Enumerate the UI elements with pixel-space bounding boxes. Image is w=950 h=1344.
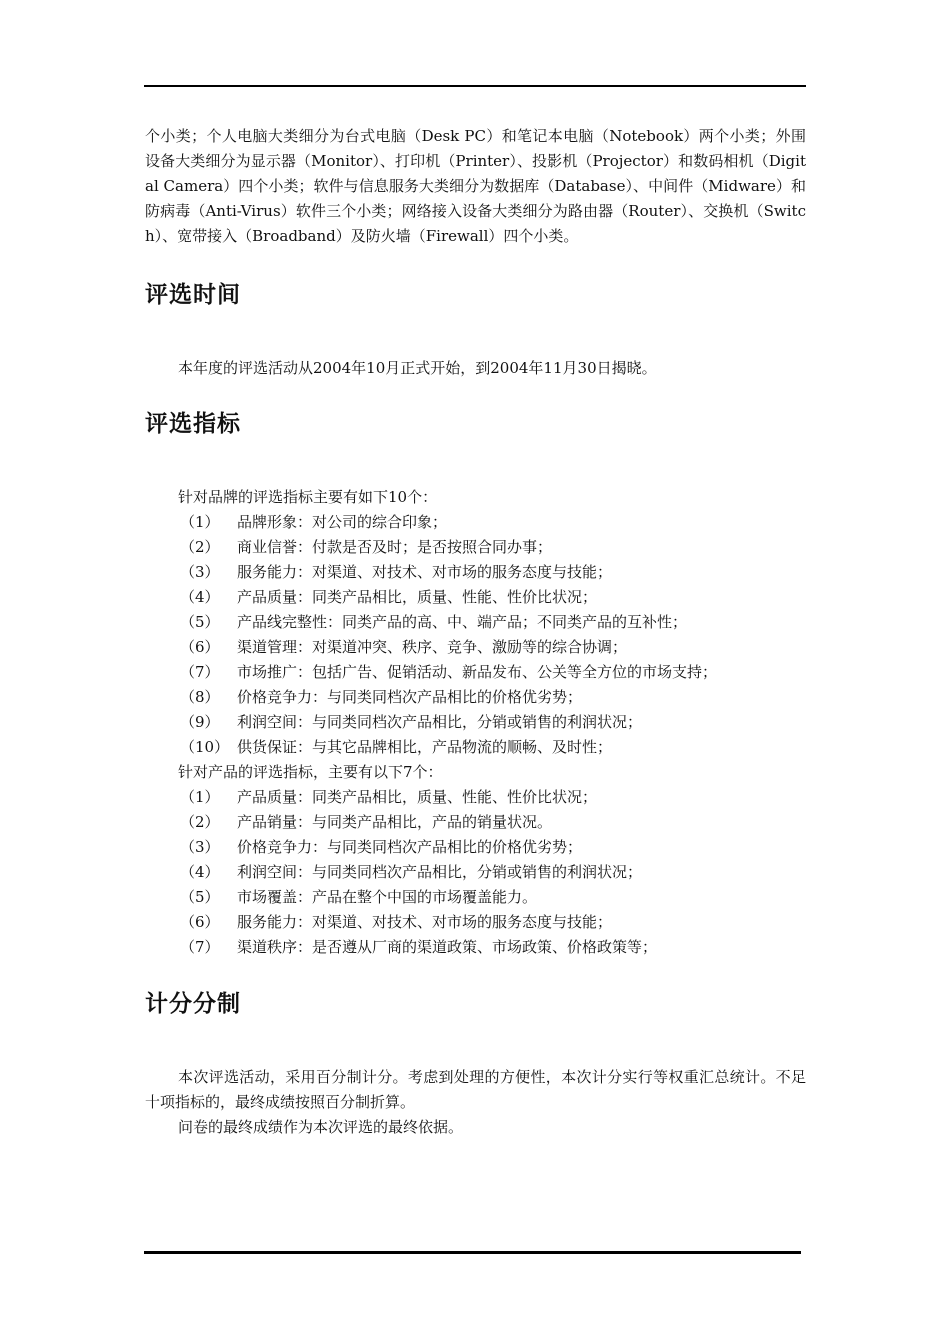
list-item-number: （3） bbox=[180, 563, 220, 581]
scoring-paragraph: 本次评选活动，采用百分制计分。考虑到处理的方便性，本次计分实行等权重汇总统计。不足十项指标的，最终成绩按照百分制折算。 bbox=[145, 1068, 806, 1111]
list-item bbox=[145, 935, 806, 960]
section-heading-criteria: 评选指标 bbox=[145, 411, 241, 437]
list-item bbox=[145, 635, 806, 660]
section-heading-time: 评选时间 bbox=[145, 282, 241, 308]
list-item-text: 服务能力：对渠道、对技术、对市场的服务态度与技能； bbox=[237, 563, 613, 581]
list-item-number: （7） bbox=[180, 938, 220, 956]
list-item-text: 利润空间：与同类同档次产品相比，分销或销售的利润状况； bbox=[237, 863, 643, 881]
list-item-number: （6） bbox=[180, 638, 220, 656]
page-content bbox=[145, 124, 806, 1140]
list-item-text: 渠道秩序：是否遵从厂商的渠道政策、市场政策、价格政策等； bbox=[237, 938, 658, 956]
list-item-number: （1） bbox=[180, 788, 220, 806]
list-item-number: （2） bbox=[180, 538, 220, 556]
footer-rule bbox=[144, 1251, 801, 1254]
list-item bbox=[145, 585, 806, 610]
brand-criteria-intro: 针对品牌的评选指标主要有如下10个： bbox=[178, 488, 438, 506]
list-item-number: （9） bbox=[180, 713, 220, 731]
list-item-text: 价格竞争力：与同类同档次产品相比的价格优劣势； bbox=[237, 838, 583, 856]
list-item bbox=[145, 860, 806, 885]
list-item-number: （2） bbox=[180, 813, 220, 831]
intro-paragraph: 个小类；个人电脑大类细分为台式电脑（Desk PC）和笔记本电脑（Notebook）两个小类；外围设备大类细分为显示器（Monitor）、打印机（Printer）、投影机（Projector）和数码相机（Digital Camera）四个小类；软件与信息服务大类细分为数据库（Database）、中间件（Midware）和防病毒（Anti-Virus）软件三个小类；网络接入设备大类细分为路由器（Router）、交换机（Switch）、宽带接入（Broadband）及防火墙（Firewall）四个小类。 bbox=[145, 127, 806, 245]
list-item bbox=[145, 560, 806, 585]
list-item bbox=[145, 510, 806, 535]
list-item bbox=[145, 685, 806, 710]
list-item-text: 产品质量：同类产品相比，质量、性能、性价比状况； bbox=[237, 588, 598, 606]
list-item-text: 产品质量：同类产品相比，质量、性能、性价比状况； bbox=[237, 788, 598, 806]
list-item bbox=[145, 785, 806, 810]
list-item-number: （4） bbox=[180, 863, 220, 881]
product-criteria-list bbox=[145, 785, 806, 960]
product-criteria-intro: 针对产品的评选指标，主要有以下7个： bbox=[178, 763, 443, 781]
list-item-number: （10） bbox=[180, 738, 230, 756]
list-item bbox=[145, 535, 806, 560]
list-item bbox=[145, 610, 806, 635]
list-item-text: 产品线完整性：同类产品的高、中、端产品；不同类产品的互补性； bbox=[237, 613, 688, 631]
list-item-number: （5） bbox=[180, 888, 220, 906]
header-rule bbox=[144, 85, 806, 87]
list-item-text: 渠道管理：对渠道冲突、秩序、竞争、激励等的综合协调； bbox=[237, 638, 628, 656]
list-item-text: 产品销量：与同类产品相比，产品的销量状况。 bbox=[237, 813, 553, 831]
list-item bbox=[145, 810, 806, 835]
list-item-text: 市场覆盖：产品在整个中国的市场覆盖能力。 bbox=[237, 888, 538, 906]
list-item bbox=[145, 885, 806, 910]
list-item-text: 商业信誉：付款是否及时；是否按照合同办事； bbox=[237, 538, 553, 556]
list-item bbox=[145, 910, 806, 935]
time-paragraph: 本年度的评选活动从2004年10月正式开始，到2004年11月30日揭晓。 bbox=[178, 359, 657, 377]
section-heading-scoring: 计分分制 bbox=[145, 991, 241, 1017]
list-item-text: 价格竞争力：与同类同档次产品相比的价格优劣势； bbox=[237, 688, 583, 706]
list-item-text: 服务能力：对渠道、对技术、对市场的服务态度与技能； bbox=[237, 913, 613, 931]
list-item-number: （4） bbox=[180, 588, 220, 606]
list-item bbox=[145, 710, 806, 735]
list-item-number: （6） bbox=[180, 913, 220, 931]
list-item bbox=[145, 835, 806, 860]
list-item-text: 市场推广：包括广告、促销活动、新品发布、公关等全方位的市场支持； bbox=[237, 663, 718, 681]
list-item-number: （7） bbox=[180, 663, 220, 681]
list-item-number: （5） bbox=[180, 613, 220, 631]
list-item-text: 供货保证：与其它品牌相比，产品物流的顺畅、及时性； bbox=[237, 738, 613, 756]
list-item-text: 利润空间：与同类同档次产品相比，分销或销售的利润状况； bbox=[237, 713, 643, 731]
list-item-number: （8） bbox=[180, 688, 220, 706]
list-item-number: （1） bbox=[180, 513, 220, 531]
brand-criteria-list bbox=[145, 510, 806, 760]
final-basis-paragraph: 问卷的最终成绩作为本次评选的最终依据。 bbox=[178, 1118, 464, 1136]
list-item-text: 品牌形象：对公司的综合印象； bbox=[237, 513, 448, 531]
list-item-number: （3） bbox=[180, 838, 220, 856]
list-item bbox=[145, 735, 806, 760]
list-item bbox=[145, 660, 806, 685]
